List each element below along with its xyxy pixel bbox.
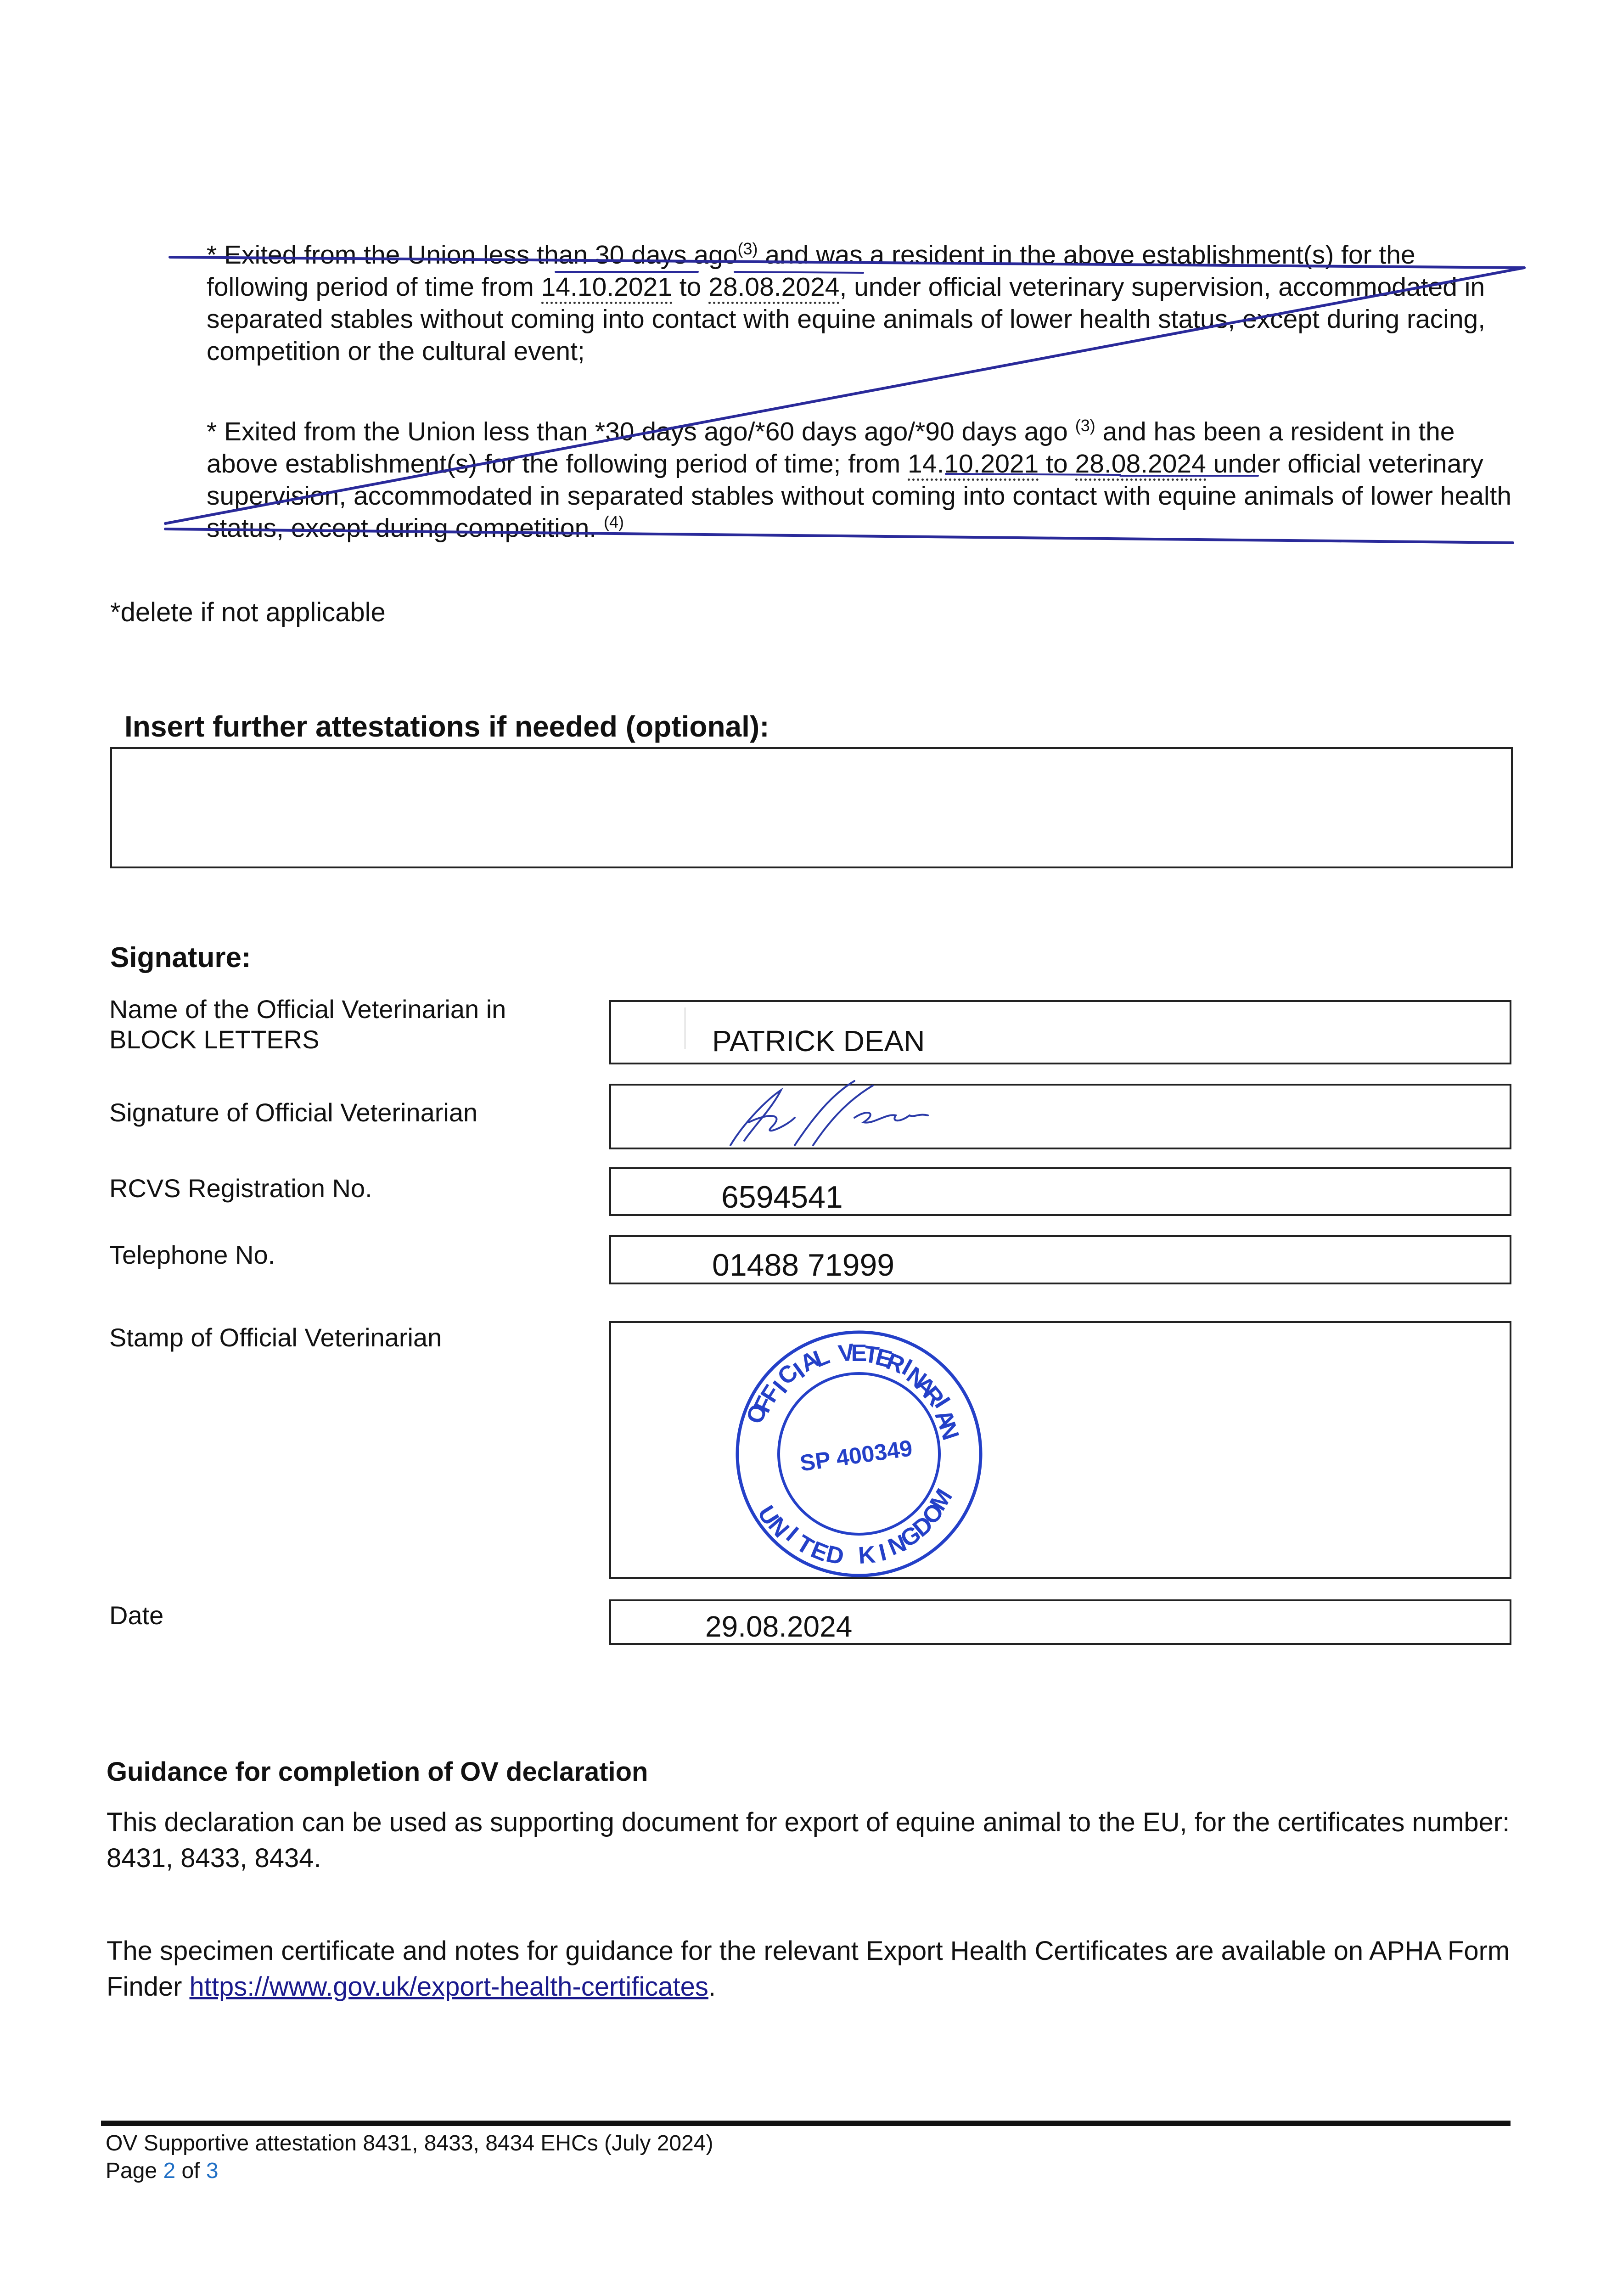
further-attestations-field[interactable] (110, 747, 1513, 868)
official-veterinarian-stamp (726, 1316, 1001, 1592)
further-attestations-heading: Insert further attestations if needed (optional): (124, 710, 769, 743)
current-page: 2 (163, 2159, 176, 2183)
footnote-ref: (3) (737, 239, 758, 258)
text: . (708, 1972, 716, 2002)
strike-line (165, 529, 1513, 543)
guidance-paragraph-2 (107, 1933, 1521, 2005)
pen-strike-marks (0, 0, 1623, 574)
stamp-bottom-text: UNITED KINGDOM (752, 1484, 958, 1570)
export-health-certificates-link[interactable]: https://www.gov.uk/export-health-certificates (189, 1972, 708, 2002)
text: * Exited from the Union less than *30 days ago/*60 days ago/*90 days ago (207, 417, 1075, 446)
footer-title: OV Supportive attestation 8431, 8433, 8434 EHCs (July 2024) (106, 2131, 713, 2155)
rcvs-label: RCVS Registration No. (109, 1174, 372, 1203)
signature-label: Signature of Official Veterinarian (109, 1098, 478, 1127)
from-date: 14.10.2021 (541, 272, 672, 304)
rcvs-value: 6594541 (721, 1180, 843, 1215)
text: and was a resident in the above establishment(s) for the following period of time from (207, 240, 1415, 302)
guidance-heading: Guidance for completion of OV declaration (107, 1757, 648, 1787)
date-field[interactable] (609, 1599, 1511, 1645)
to-date: 28.08.2024 (1075, 449, 1206, 481)
footnote-ref: (4) (603, 512, 624, 531)
text: under official veterinary supervision, accommodated in separated stables without coming into contact with equine animals of lower health status, except during competition. (207, 449, 1512, 543)
strike-line (170, 257, 1524, 268)
handwritten-signature (717, 1072, 992, 1164)
date-strike-lines (556, 272, 1258, 476)
text: * Exited from the Union less than 30 days ago (207, 240, 738, 270)
stamp-field (609, 1321, 1511, 1579)
total-pages: 3 (206, 2159, 219, 2183)
date-label: Date (109, 1601, 164, 1630)
footer (106, 2130, 713, 2185)
footer-divider (101, 2121, 1511, 2126)
text: to (1039, 449, 1075, 478)
date-value: 29.08.2024 (705, 1610, 853, 1643)
stamp-top-text: OFFICIAL VETERINARIAN (741, 1339, 964, 1444)
footnote-ref: (3) (1075, 416, 1095, 435)
name-field[interactable] (609, 1000, 1511, 1064)
signature-field[interactable] (609, 1084, 1511, 1149)
signature-heading: Signature: (110, 942, 251, 974)
text: , under official veterinary supervision, accommodated in separated stables without coming into contact with equine animals of lower health status, except during racing, competition or the cultural event; (207, 272, 1486, 366)
telephone-label: Telephone No. (109, 1240, 275, 1269)
name-label: Name of the Official Veterinarian in BLOCK LETTERS (109, 995, 506, 1054)
delete-note: *delete if not applicable (110, 597, 386, 627)
text: The specimen certificate and notes for guidance for the relevant Export Health Certificates are available on APHA Form Finder (107, 1936, 1510, 2002)
stamp-label: Stamp of Official Veterinarian (109, 1323, 442, 1352)
telephone-field[interactable] (609, 1235, 1511, 1284)
text: Page (106, 2159, 163, 2183)
text: to (672, 272, 709, 302)
to-date: 28.08.2024 (708, 272, 839, 304)
from-date: 14.10.2021 (908, 449, 1039, 481)
guidance-paragraph-1: This declaration can be used as supporting document for export of equine animal to the EU, for the certificates number: 8431, 8433, 8434. (107, 1807, 1510, 1873)
telephone-value: 01488 71999 (712, 1248, 895, 1283)
rcvs-field[interactable] (609, 1167, 1511, 1216)
text: and has been a resident in the above establishment(s) for the following period of time; from (207, 417, 1455, 478)
name-value: PATRICK DEAN (712, 1024, 925, 1058)
stamp-number: SP 400349 (798, 1435, 914, 1476)
diagonal-strike-line (165, 268, 1524, 523)
text: of (175, 2159, 206, 2183)
page-number (106, 2157, 713, 2185)
